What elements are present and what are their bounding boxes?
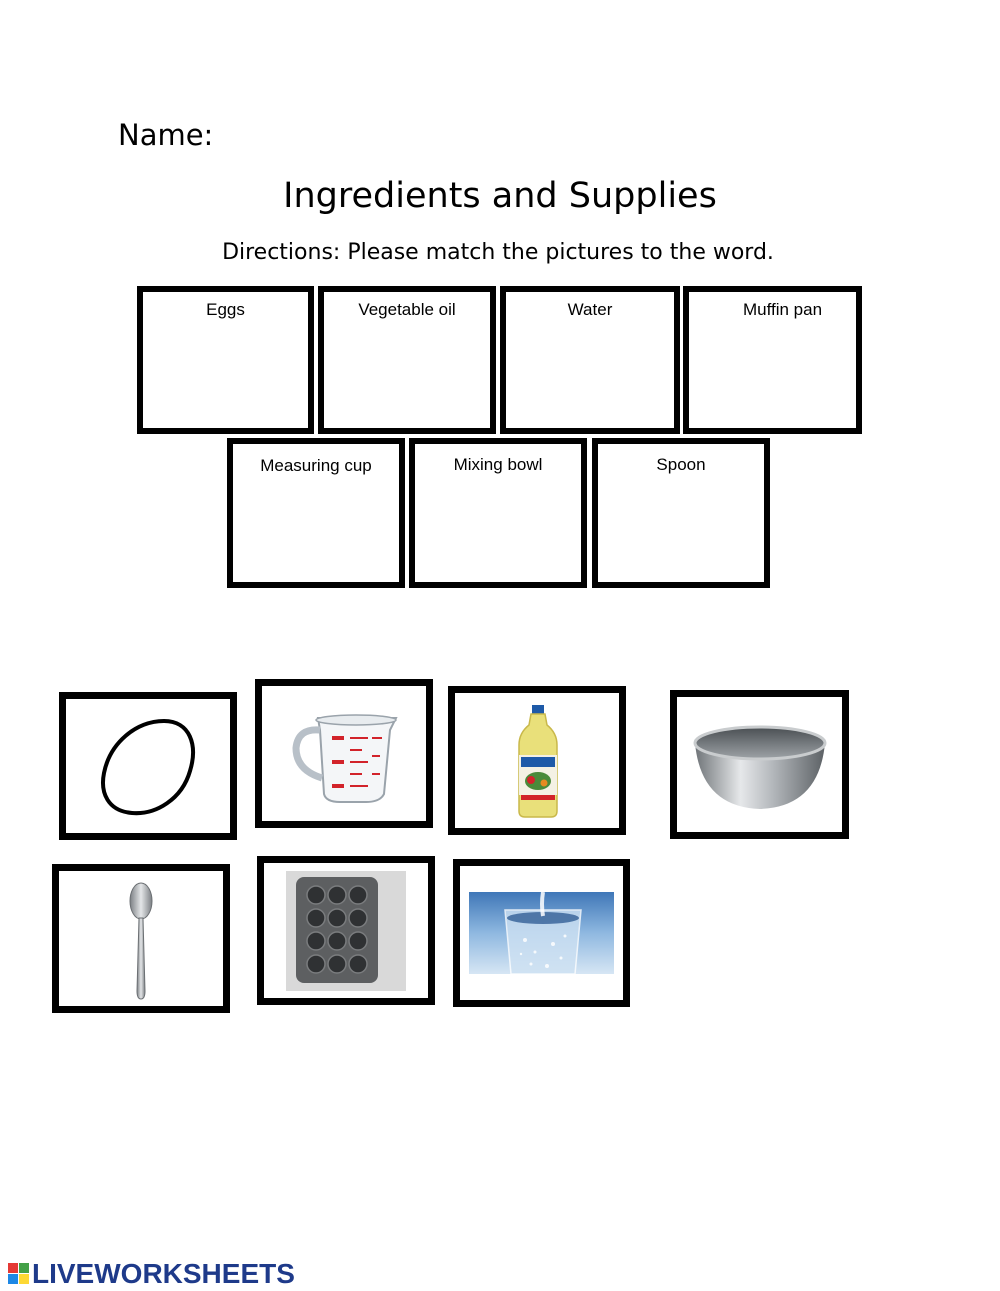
page-title: Ingredients and Supplies (283, 176, 717, 216)
word-box-label: Measuring cup (260, 456, 372, 475)
measuring-cup-icon (288, 708, 408, 808)
word-box-mixing-bowl[interactable] (409, 438, 587, 588)
word-box-vegetable-oil[interactable] (318, 286, 496, 434)
directions-text: Directions: Please match the pictures to the word. (222, 240, 774, 265)
word-box-label: Mixing bowl (453, 455, 543, 474)
picture-card-muffin-pan[interactable] (257, 856, 435, 1005)
mixing-bowl-icon (691, 721, 829, 813)
picture-card-spoon[interactable] (52, 864, 230, 1013)
liveworksheets-brand: LIVEWORKSHEETS (32, 1258, 295, 1289)
spoon-icon (123, 881, 159, 1003)
word-box-spoon[interactable] (592, 438, 770, 588)
liveworksheets-logo (8, 1258, 295, 1290)
word-box-label: Water (567, 300, 613, 319)
picture-card-egg[interactable] (59, 692, 237, 840)
word-box-label: Vegetable oil (358, 300, 456, 319)
picture-card-measuring-cup[interactable] (255, 679, 433, 828)
egg-outline-icon (94, 715, 204, 820)
word-box-label: Eggs (206, 300, 245, 319)
picture-card-water[interactable] (453, 859, 630, 1007)
word-box-water[interactable] (500, 286, 680, 434)
word-box-eggs[interactable] (137, 286, 314, 434)
word-box-label: Muffin pan (742, 300, 823, 319)
vegetable-oil-bottle-icon (513, 703, 563, 821)
word-box-measuring-cup[interactable] (227, 438, 405, 588)
word-box-muffin-pan[interactable] (683, 286, 862, 434)
picture-card-mixing-bowl[interactable] (670, 690, 849, 839)
liveworksheets-logo-icon (8, 1262, 30, 1286)
name-label: Name: (118, 118, 214, 152)
water-glass-icon (469, 892, 614, 974)
word-box-label: Spoon (656, 455, 706, 474)
muffin-pan-icon (286, 871, 406, 991)
picture-card-vegetable-oil[interactable] (448, 686, 626, 835)
